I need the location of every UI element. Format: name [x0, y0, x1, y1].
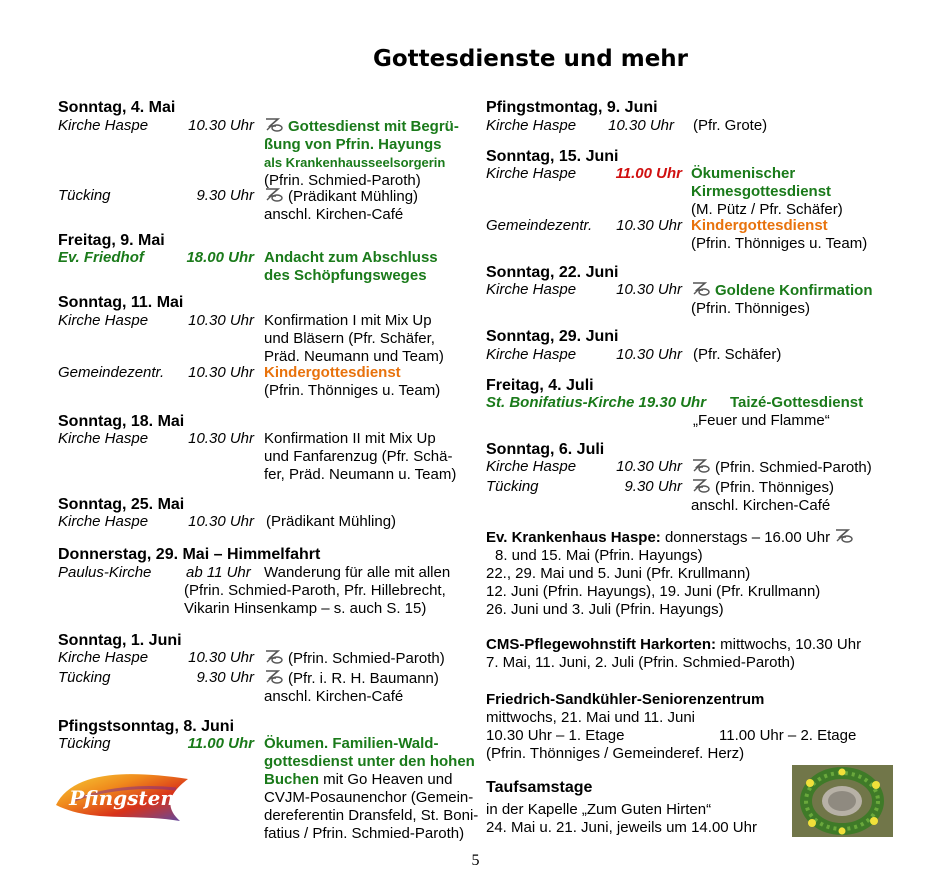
baptism-wreath-image: [792, 765, 893, 837]
entry-date: Sonntag, 18. Mai: [58, 413, 185, 430]
entry-place-time: St. Bonifatius-Kirche 19.30 Uhr: [486, 394, 707, 411]
entry-time: 10.30 Uhr: [616, 346, 682, 363]
entry-date: Sonntag, 15. Juni: [486, 148, 619, 165]
entry-date: Freitag, 9. Mai: [58, 232, 165, 249]
entry-date: Sonntag, 6. Juli: [486, 441, 605, 458]
entry-place: Kirche Haspe: [58, 430, 149, 447]
entry-time: 10.30 Uhr: [608, 117, 674, 134]
entry-time: 10.30 Uhr: [188, 312, 254, 329]
entry-place: Kirche Haspe: [486, 165, 577, 182]
communion-icon: [264, 669, 284, 685]
entry-place: Gemeindezentr.: [58, 364, 165, 381]
entry-time: 9.30 Uhr: [624, 478, 682, 495]
entry-place: Kirche Haspe: [486, 346, 577, 363]
entry-place: Tücking: [486, 478, 539, 495]
entry-place: Tücking: [58, 735, 111, 752]
communion-icon: [264, 649, 284, 665]
entry-time: 10.30 Uhr: [188, 649, 254, 666]
entry-date: Pfingstmontag, 9. Juni: [486, 99, 658, 116]
communion-icon: [834, 528, 854, 544]
entry-time: 18.00 Uhr: [186, 249, 254, 266]
entry-date: Sonntag, 25. Mai: [58, 496, 185, 513]
entry-time: 10.30 Uhr: [188, 430, 254, 447]
cms-section: CMS-Pflegewohnstift Harkorten: mittwochs, 10.30 Uhr 7. Mai, 11. Juni, 2. Juli (Pfrin. Schmied-Paroth): [486, 636, 862, 671]
pfingsten-logo: [52, 765, 192, 827]
entry-date: Freitag, 4. Juli: [486, 377, 594, 394]
entry-place: Ev. Friedhof: [58, 249, 144, 266]
communion-icon: [691, 281, 711, 297]
entry-place: Kirche Haspe: [486, 458, 577, 475]
communion-icon: [264, 187, 284, 203]
entry-place: Kirche Haspe: [486, 281, 577, 298]
entry-time: 10.30 Uhr: [616, 281, 682, 298]
entry-place: Paulus-Kirche: [58, 564, 152, 581]
entry-time: 10.30 Uhr: [188, 364, 254, 381]
entry-date: Sonntag, 22. Juni: [486, 264, 619, 281]
entry-place: Kirche Haspe: [58, 117, 149, 134]
entry-date: Sonntag, 29. Juni: [486, 328, 619, 345]
entry-time: 10.30 Uhr: [188, 117, 254, 134]
page-number: 5: [471, 852, 480, 869]
entry-time: ab 11 Uhr: [186, 564, 251, 581]
communion-icon: [264, 117, 284, 133]
seniorenzentrum-section: Friedrich-Sandkühler-Seniorenzentrum mittwochs, 21. Mai und 11. Juni 10.30 Uhr – 1. Etage 11.00 Uhr – 2. Etage (Pfrin. Thönniges / Gemeinderef. Herz): [486, 691, 857, 762]
entry-place: Kirche Haspe: [58, 649, 149, 666]
entry-time: 10.30 Uhr: [188, 513, 254, 530]
page-title: Gottesdienste und mehr: [372, 46, 689, 72]
entry-place: Gemeindezentr.: [486, 217, 593, 234]
entry-place: Kirche Haspe: [58, 312, 149, 329]
entry-time: 10.30 Uhr: [616, 458, 682, 475]
svg-text:Pfingsten: Pfingsten: [69, 786, 175, 810]
entry-place: Tücking: [58, 187, 111, 204]
entry-time: 9.30 Uhr: [196, 187, 254, 204]
entry-time: 10.30 Uhr: [616, 217, 682, 234]
taufe-section: Taufsamstage in der Kapelle „Zum Guten Hirten“ 24. Mai u. 21. Juni, jeweils um 14.00 Uhr: [486, 779, 757, 836]
entry-date: Pfingstsonntag, 8. Juni: [58, 718, 235, 735]
entry-date: Donnerstag, 29. Mai – Himmelfahrt: [58, 546, 321, 563]
communion-icon: [691, 478, 711, 494]
entry-place: Kirche Haspe: [58, 513, 149, 530]
entry-time: 11.00 Uhr: [187, 735, 254, 752]
krankenhaus-section: Ev. Krankenhaus Haspe: donnerstags – 16.00 Uhr 8. und 15. Mai (Pfrin. Hayungs) 22., 29. Mai und 5. Juni (Pfr. Krullmann) 12. Juni (Pfrin. Hayungs), 19. Juni (Pfr. Krullmann) 26. Juni und 3. Juli (Pfrin. Hayungs): [486, 528, 906, 619]
entry-place: Tücking: [58, 669, 111, 686]
entry-time: 9.30 Uhr: [196, 669, 254, 686]
entry-date: Sonntag, 11. Mai: [58, 294, 184, 311]
communion-icon: [691, 458, 711, 474]
entry-place: Kirche Haspe: [486, 117, 577, 134]
entry-time: 11.00 Uhr: [615, 165, 682, 182]
entry-date: Sonntag, 1. Juni: [58, 632, 182, 649]
entry-date: Sonntag, 4. Mai: [58, 99, 176, 116]
